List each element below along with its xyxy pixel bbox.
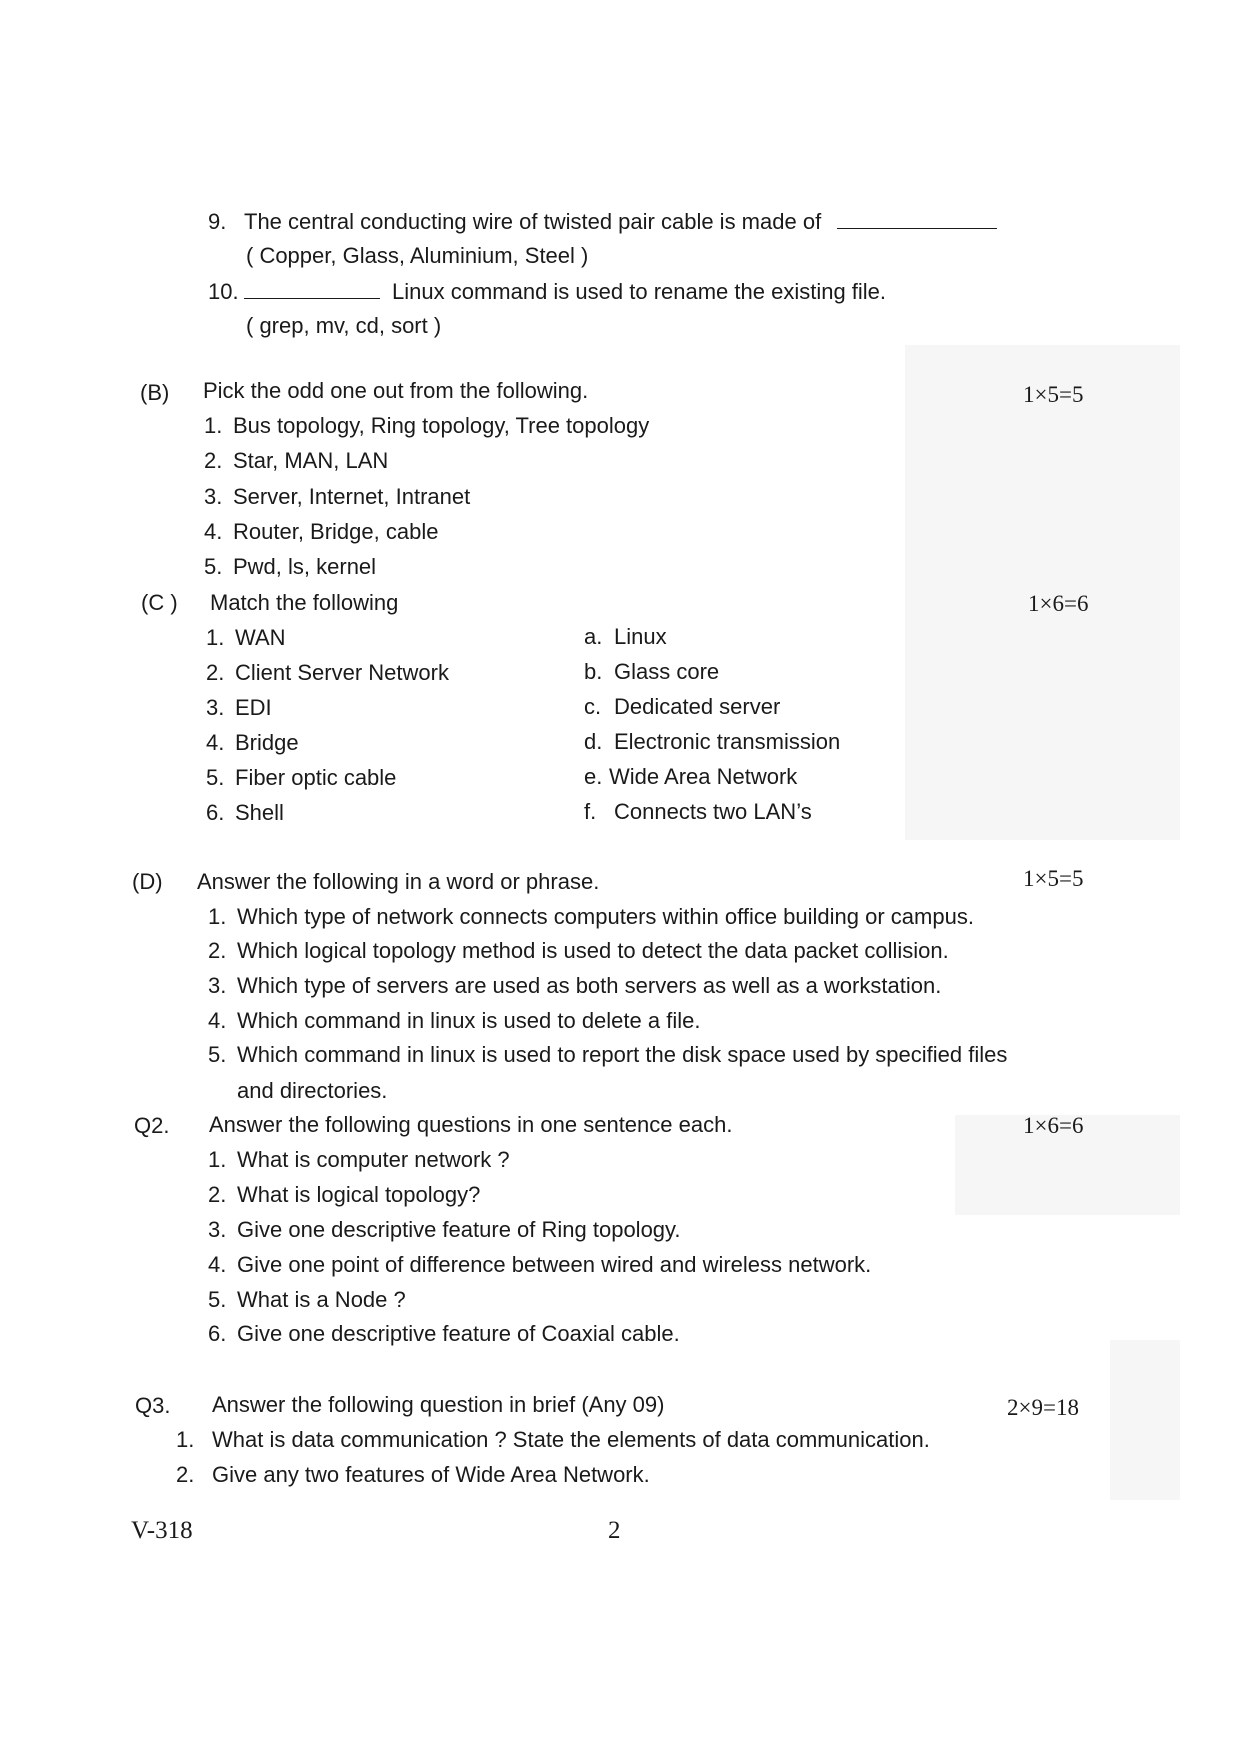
item-text: Bridge [235,730,299,755]
section-c-label: (C ) [141,590,178,615]
item-number: e. [584,764,603,789]
item-number: b. [584,659,603,684]
item-number: 2. [208,1182,227,1207]
match-left-item [206,767,396,789]
item-text: Fiber optic cable [235,765,397,790]
item-number: 3. [208,973,227,998]
match-right-item [584,661,719,683]
item-text: Linux [614,624,667,649]
list-item [204,521,438,543]
match-right-item [584,766,797,788]
item-number: 4. [206,730,225,755]
match-right-item [584,801,812,823]
section-b-marks: 1×5=5 [1023,382,1084,407]
item-text: Give any two features of Wide Area Network. [212,1462,650,1487]
paper-code: V-318 [131,1517,193,1544]
list-item [208,1219,681,1241]
list-item [208,975,941,997]
item-number: d. [584,729,603,754]
item-text: Server, Internet, Intranet [233,484,471,509]
q2-title: Answer the following questions in one sentence each. [209,1112,733,1137]
scan-shade [1110,1340,1180,1500]
section-c-title: Match the following [210,590,399,615]
item-text: WAN [235,625,286,650]
question-9 [208,210,997,233]
list-item [204,450,388,472]
list-item [208,1254,871,1276]
item-text: What is logical topology? [237,1182,481,1207]
item-text: Electronic transmission [614,729,841,754]
match-left-item [206,732,299,754]
answer-blank [244,280,380,299]
q3-title: Answer the following question in brief (Any 09) [212,1392,665,1417]
q3-label: Q3. [135,1393,171,1418]
item-number: 2. [208,938,227,963]
item-number: 1. [176,1427,195,1452]
item-number: 6. [208,1321,227,1346]
item-text: Connects two LAN’s [614,799,812,824]
item-text: Which command in linux is used to delete a file. [237,1008,701,1033]
item-number: 2. [176,1462,195,1487]
item-text: Client Server Network [235,660,449,685]
section-c-marks: 1×6=6 [1028,591,1089,616]
item-text: EDI [235,695,272,720]
item-number: 3. [206,695,225,720]
question-number: 10. [208,279,239,304]
item-number: a. [584,624,603,649]
item-number: 1. [208,1147,227,1172]
question-text: Linux command is used to rename the existing file. [392,279,887,304]
list-item-continuation: and directories. [237,1078,388,1103]
list-item [208,1289,406,1311]
list-item [176,1429,930,1451]
item-number: 3. [204,484,223,509]
item-number: 1. [206,625,225,650]
item-text: Pwd, ls, kernel [233,554,377,579]
list-item [208,1184,480,1206]
list-item [204,415,649,437]
item-text: Which type of servers are used as both servers as well as a workstation. [237,973,942,998]
section-d-label: (D) [132,869,163,894]
item-text: What is data communication ? State the elements of data communication. [212,1427,930,1452]
q2-marks: 1×6=6 [1023,1113,1084,1138]
list-item [208,1044,1007,1066]
item-text: Glass core [614,659,720,684]
item-text: Bus topology, Ring topology, Tree topology [233,413,650,438]
match-right-item [584,731,840,753]
section-d-marks: 1×5=5 [1023,866,1084,891]
q3-marks: 2×9=18 [1007,1395,1079,1420]
question-10-options: ( grep, mv, cd, sort ) [246,313,442,338]
list-item [176,1464,650,1486]
match-left-item [206,662,449,684]
match-left-item [206,802,284,824]
list-item [208,906,974,928]
list-item [208,1149,510,1171]
page-number: 2 [608,1517,621,1544]
item-number: 1. [208,904,227,929]
item-text: Which command in linux is used to report the disk space used by specified files [237,1042,1008,1067]
item-text: What is computer network ? [237,1147,510,1172]
list-item [204,556,376,578]
item-number: 5. [206,765,225,790]
list-item [208,1010,700,1032]
question-9-options: ( Copper, Glass, Aluminium, Steel ) [246,243,589,268]
item-text: Wide Area Network [609,764,798,789]
item-number: 4. [208,1252,227,1277]
item-text: Give one descriptive feature of Coaxial cable. [237,1321,680,1346]
item-number: 4. [204,519,223,544]
question-number: 9. [208,209,227,234]
section-d-title: Answer the following in a word or phrase. [197,869,600,894]
list-item [208,1323,680,1345]
item-text: Dedicated server [614,694,781,719]
item-text: Star, MAN, LAN [233,448,389,473]
item-text: Shell [235,800,284,825]
item-number: f. [584,799,597,824]
match-right-item [584,626,667,648]
item-number: c. [584,694,602,719]
item-number: 3. [208,1217,227,1242]
item-number: 5. [204,554,223,579]
list-item [204,486,470,508]
match-left-item [206,697,272,719]
item-number: 5. [208,1042,227,1067]
list-item [208,940,949,962]
item-text: What is a Node ? [237,1287,406,1312]
item-number: 2. [206,660,225,685]
item-number: 5. [208,1287,227,1312]
match-right-item [584,696,780,718]
item-text: Which type of network connects computers within office building or campus. [237,904,974,929]
item-text: Which logical topology method is used to detect the data packet collision. [237,938,949,963]
item-text: Give one point of difference between wired and wireless network. [237,1252,872,1277]
question-text: The central conducting wire of twisted pair cable is made of [244,209,822,234]
section-b-title: Pick the odd one out from the following. [203,378,589,403]
answer-blank [837,210,997,229]
q2-label: Q2. [134,1113,170,1138]
item-number: 2. [204,448,223,473]
item-number: 4. [208,1008,227,1033]
question-10 [208,280,886,303]
item-number: 1. [204,413,223,438]
item-number: 6. [206,800,225,825]
item-text: Router, Bridge, cable [233,519,439,544]
item-text: Give one descriptive feature of Ring topology. [237,1217,681,1242]
section-b-label: (B) [140,380,170,405]
match-left-item [206,627,286,649]
